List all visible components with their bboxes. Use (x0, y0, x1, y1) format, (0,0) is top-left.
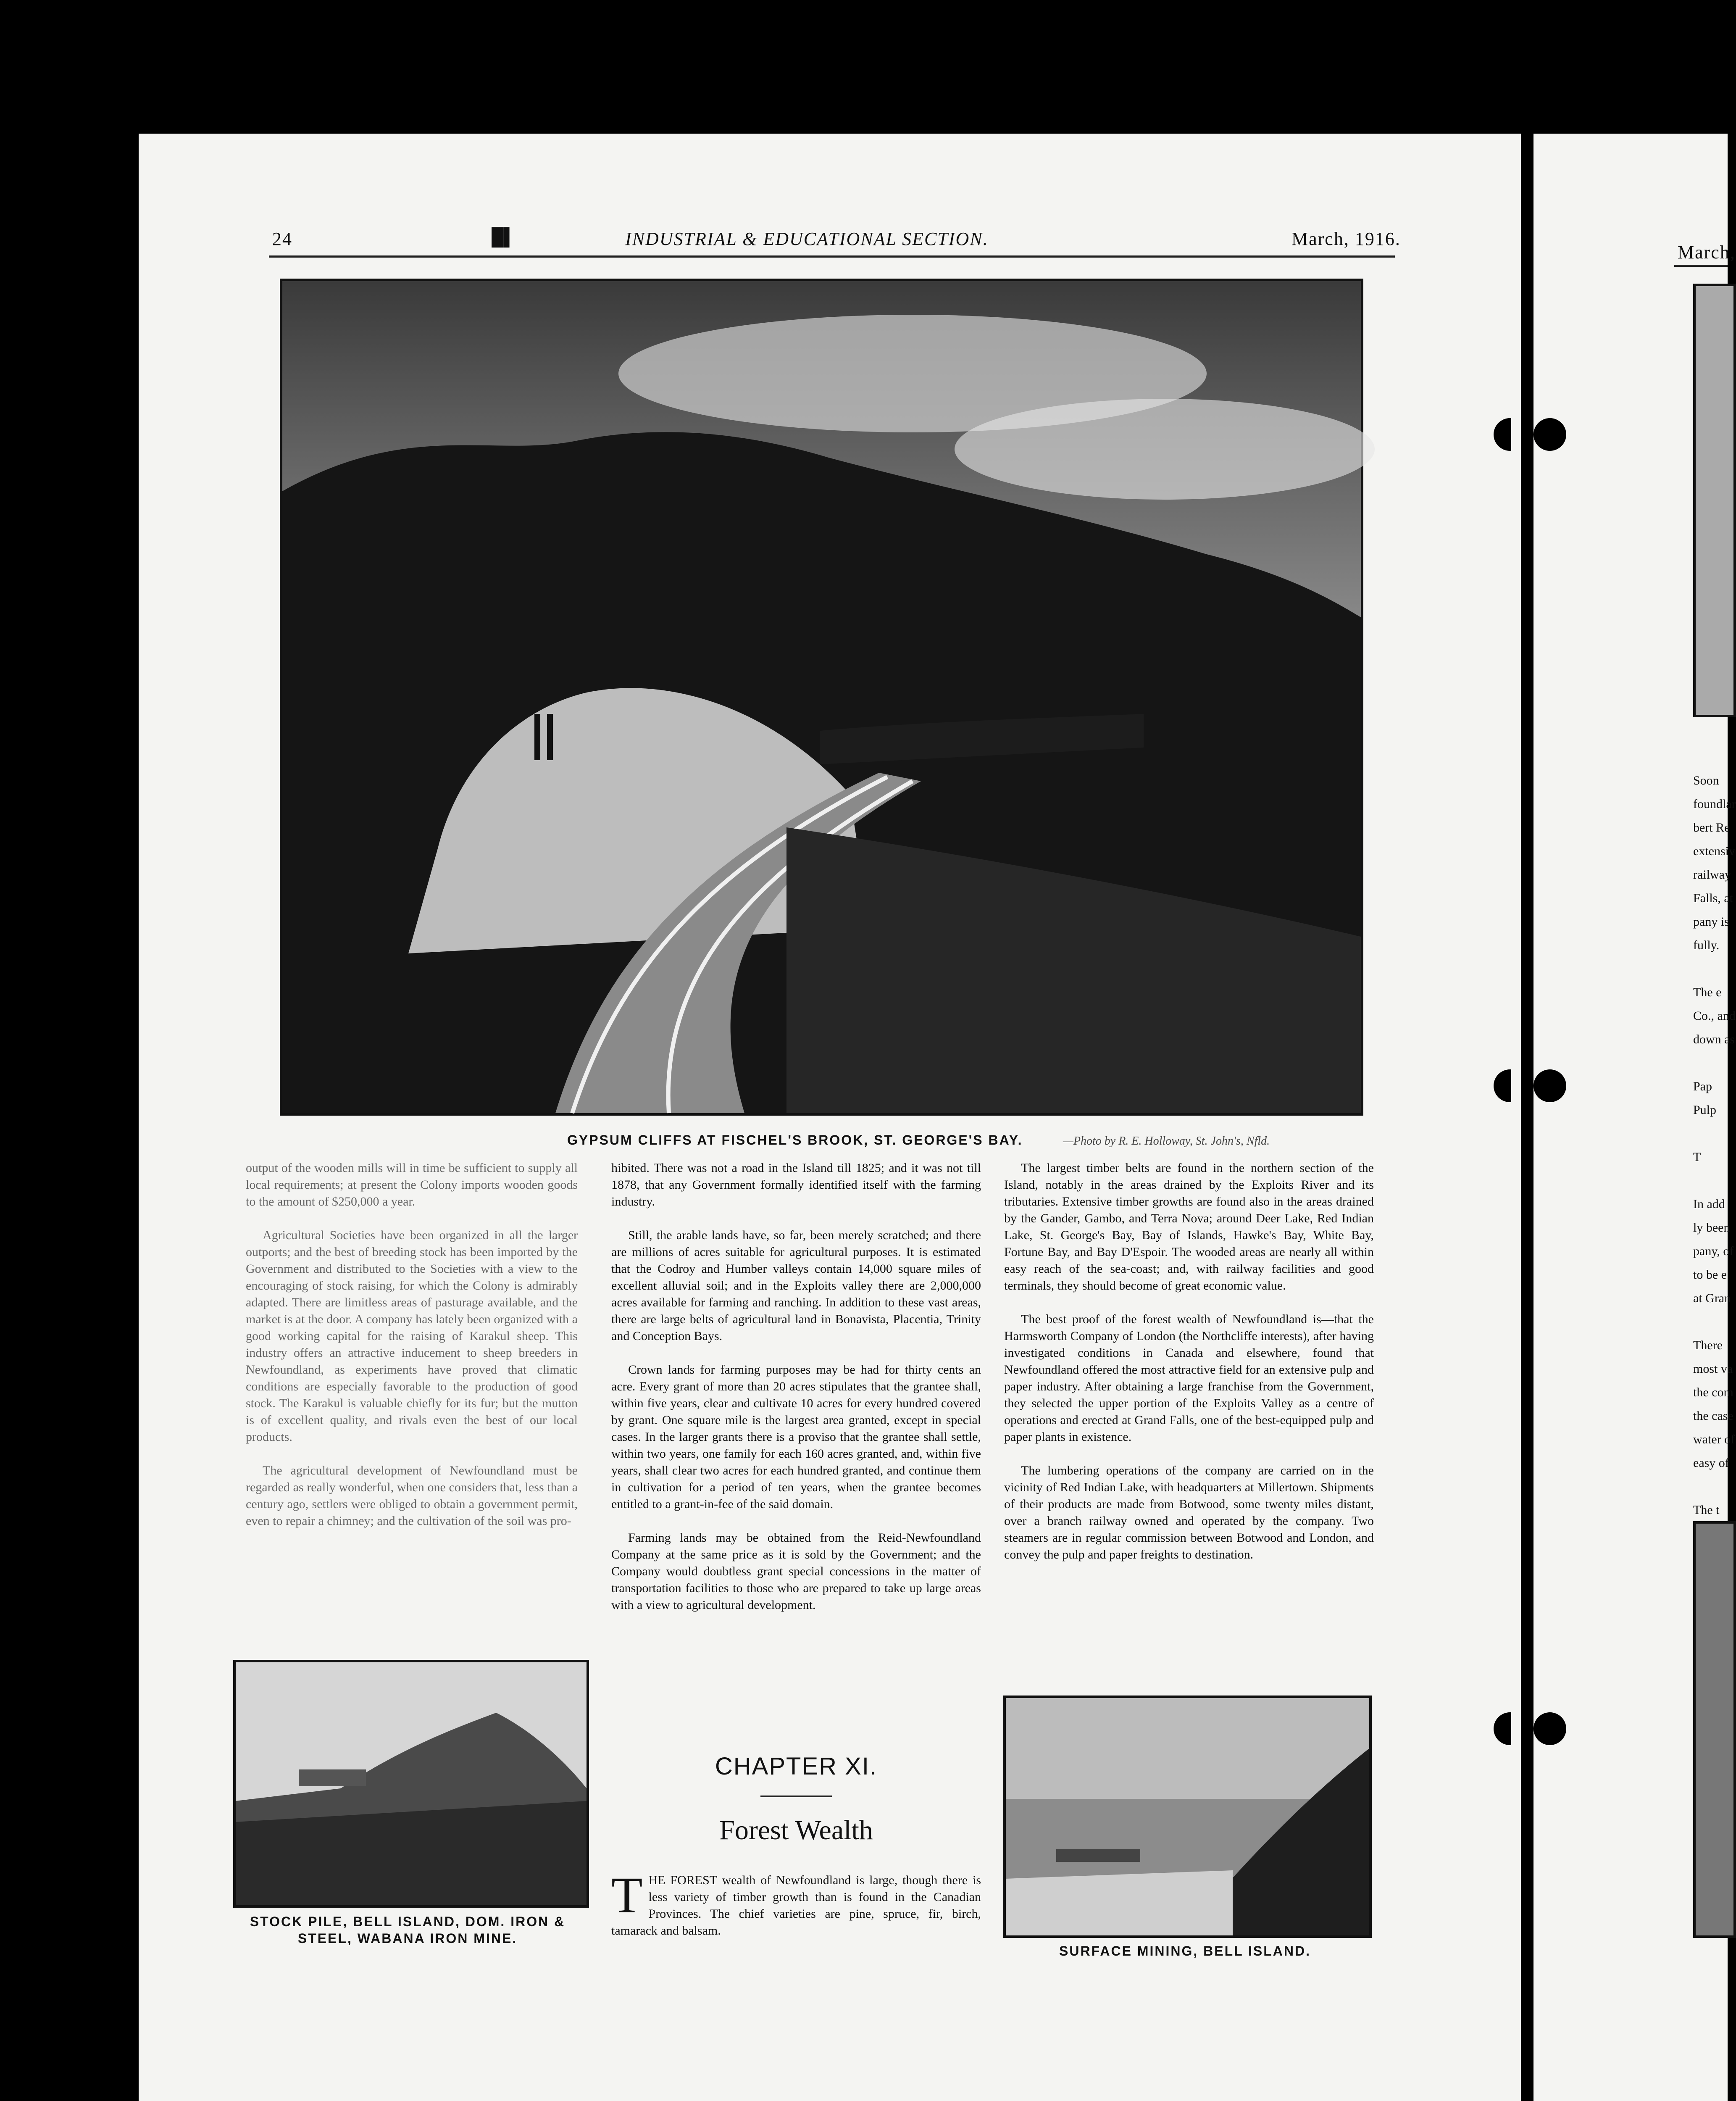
main-photo-caption: GYPSUM CLIFFS AT FISCHEL'S BROOK, ST. GEORGE'S BAY. (567, 1132, 1023, 1148)
issue-date: March, 1916. (1291, 229, 1401, 249)
right-column (1004, 1160, 1374, 1580)
surface-mining-caption: SURFACE MINING, BELL ISLAND. (1059, 1943, 1311, 1959)
next-page-photo-bottom (1693, 1521, 1736, 1938)
middle-column (611, 1160, 981, 1630)
photo-credit: —Photo by R. E. Holloway, St. John's, Nfld. (1063, 1135, 1270, 1148)
next-page-text: Soon foundlar bert Re extensiv railway Falls, at pany is fully. The e Co., and down as Pap Pulp T In add ly been pany, of to be e at Gran There most va the com the case water of easy of The t (1693, 774, 1736, 1517)
paragraph: Crown lands for farming purposes may be had for thirty cents an acre. Every grant of more than 20 acres stipulates that the grantee shall, within five years, clear and cultivate 10 acres for every hundred covered by grant. One square mile is the largest area granted, except in special cases. In the larger grants there is a proviso that the grantee shall settle, within two years, one family for each 160 acres granted, and, within five years, shall clear two acres for each hundred granted, and continue them in cultivation for a period of ten years, when the grantee becomes entitled to a grant-in-fee of the said domain. (611, 1363, 981, 1511)
header-rule (269, 255, 1395, 258)
binder-hole-icon (1533, 1712, 1566, 1745)
binder-hole-icon (1533, 418, 1566, 451)
main-photo (280, 279, 1363, 1116)
chapter-heading: CHAPTER XI. (715, 1753, 878, 1780)
stock-pile-illustration (236, 1662, 587, 1905)
left-column (246, 1160, 578, 1546)
chapter-intro (611, 1867, 981, 1939)
next-page-photo-top (1693, 284, 1736, 717)
paragraph: Farming lands may be obtained from the Reid-Newfoundland Company at the same price as it is sold by the Government; and the Company would doubtless grant special concessions in the matter of transportation facilities to those who are prepared to take up large areas with a view to agricultural development. (611, 1531, 981, 1612)
next-page-date: March, (1678, 242, 1736, 263)
paragraph: Agricultural Societies have been organized in all the larger outports; and the best of breeding stock has been imported by the Government and distributed to the Societies with a view to the encouraging of stock raising, for which the Colony is admirably adapted. There are limitless areas of pasturage available, and the market is at the door. A company has lately been organized with a good working capital for the raising of Karakul sheep. This industry offers an attractive inducement to sheep breeders in Newfoundland, as experiments have proved that climatic conditions are especially favorable to the production of good stock. The Karakul is valuable chiefly for its fur; but the mutton is of excellent quality, and rivals even the best of our local products. (246, 1228, 578, 1444)
chapter-rule (760, 1796, 832, 1797)
surface-mining-illustration (1006, 1698, 1369, 1935)
stock-pile-caption-line1: STOCK PILE, BELL ISLAND, DOM. IRON & (250, 1914, 566, 1929)
next-page-rule (1674, 265, 1728, 267)
drop-cap: T (611, 1867, 643, 1924)
chapter-text: HE FOREST wealth of Newfoundland is large, though there is less variety of timber growth than is found in the Canadian Provinces. The chief varieties are pine, spruce, fir, birch, tamarack and balsam. (611, 1873, 981, 1938)
railway-photo-illustration (282, 281, 1361, 1113)
section-title: Forest Wealth (719, 1815, 873, 1846)
binder-hole-icon (1533, 1069, 1566, 1102)
paragraph: output of the wooden mills will in time be sufficient to supply all local requirements; at present the Colony imports wooden goods to the amount of $250,000 a year. (246, 1161, 578, 1208)
stock-pile-caption-line2: STEEL, WABANA IRON MINE. (297, 1931, 518, 1946)
page-number: 24 (272, 229, 292, 249)
printer-mark-icon: █▌ (492, 227, 516, 246)
running-title: INDUSTRIAL & EDUCATIONAL SECTION. (625, 229, 989, 249)
paragraph: The largest timber belts are found in the northern section of the Island, notably in the areas drained by the Exploits River and its tributaries. Extensive timber growths are found also in the areas drained by the Gander, Gambo, and Terra Nova; around Deer Lake, Red Indian Lake, St. George's Bay, Bay of Islands, Hawke's Bay, White Bay, Fortune Bay, and Bay D'Espoir. The wooded areas are nearly all within easy reach of the sea-coast; and, with railway facilities and good terminals, they should become of great economic value. (1004, 1161, 1374, 1293)
paragraph: The lumbering operations of the company are carried on in the vicinity of Red Indian Lake, with headquarters at Millertown. Shipments of their products are made from Botwood, some twenty miles distant, over a branch railway owned and operated by the company. Two steamers are in regular commission between Botwood and London, and convey the pulp and paper freights to destination. (1004, 1464, 1374, 1561)
paragraph: hibited. There was not a road in the Island till 1825; and it was not till 1878, that any Government formally identified itself with the farming industry. (611, 1161, 981, 1208)
stock-pile-photo (233, 1660, 589, 1908)
paragraph: The agricultural development of Newfoundland must be regarded as really wonderful, when one considers that, less than a century ago, settlers were obliged to obtain a government permit, even to repair a chimney; and the cultivation of the soil was pro- (246, 1464, 578, 1528)
paragraph: The best proof of the forest wealth of Newfoundland is—that the Harmsworth Company of London (the Northcliffe interests), after having investigated conditions in Canada and elsewhere, found that Newfoundland offered the most attractive field for an extensive pulp and paper industry. After obtaining a large franchise from the Government, they selected the upper portion of the Exploits Valley as a centre of operations and erected at Grand Falls, one of the best-equipped pulp and paper plants in existence. (1004, 1312, 1374, 1444)
surface-mining-photo (1003, 1696, 1372, 1938)
paragraph: Still, the arable lands have, so far, been merely scratched; and there are millions of acres suitable for agricultural purposes. It is estimated that the Codroy and Humber valleys contain 14,000 square miles of excellent alluvial soil; and in the Exploits valley there are 2,000,000 acres available for farming and ranching. In addition to these vast areas, there are large belts of agricultural land in Bonavista, Placentia, Trinity and Conception Bays. (611, 1228, 981, 1343)
